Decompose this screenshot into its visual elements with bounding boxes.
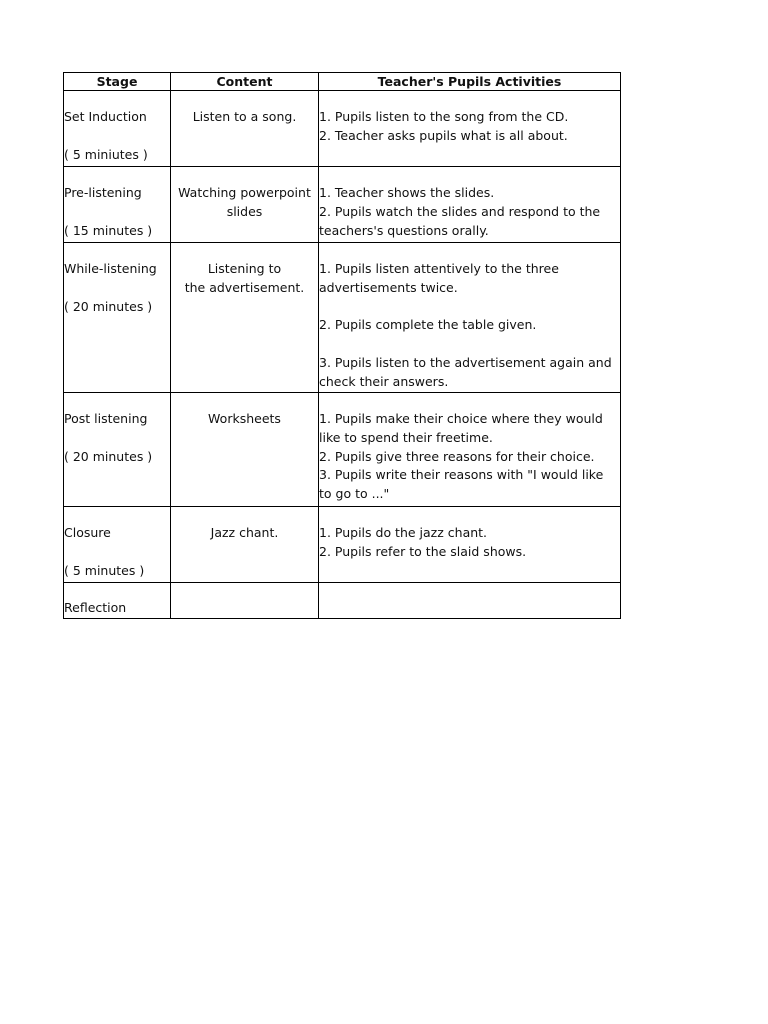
lesson-plan-table (63, 72, 621, 619)
stage-name: Post listening (64, 411, 148, 426)
blank-line (319, 335, 620, 354)
table-body (64, 91, 621, 619)
stage-duration: ( 20 minutes ) (64, 448, 153, 464)
stage-name: Closure (64, 525, 111, 540)
table-row (64, 243, 621, 393)
activity-line: 3. Pupils write their reasons with "I would like (319, 467, 604, 483)
activity-line: 1. Pupils do the jazz chant. (319, 525, 488, 540)
blank-line (319, 298, 620, 317)
activity-line: 2. Pupils complete the table given. (319, 317, 537, 333)
content-line: Jazz chant. (210, 525, 279, 540)
activity-line: 2. Pupils refer to the slaid shows. (319, 543, 527, 559)
stage-name: Reflection (64, 600, 127, 615)
activities-cell (319, 393, 621, 507)
stage-cell (64, 243, 171, 393)
stage-cell (64, 91, 171, 167)
activities-cell (319, 507, 621, 583)
content-cell (171, 393, 319, 507)
stage-duration: ( 20 minutes ) (64, 298, 153, 314)
content-line: Watching powerpoint (178, 185, 311, 200)
content-cell (171, 91, 319, 167)
table-row (64, 91, 621, 167)
activity-line: like to spend their freetime. (319, 429, 493, 445)
content-cell (171, 507, 319, 583)
stage-duration: ( 5 miniutes ) (64, 146, 148, 162)
activity-line: teachers's questions orally. (319, 222, 489, 238)
stage-duration: ( 15 minutes ) (64, 222, 153, 238)
header-content: Content (171, 73, 319, 91)
content-line: Listen to a song. (192, 109, 297, 124)
stage-name: Set Induction (64, 109, 147, 124)
activities-cell (319, 167, 621, 243)
activity-line: 3. Pupils listen to the advertisement again and (319, 354, 612, 370)
content-line: slides (226, 203, 263, 219)
activity-line: 2. Pupils watch the slides and respond to the (319, 203, 601, 219)
activities-cell (319, 91, 621, 167)
stage-duration: ( 5 minutes ) (64, 562, 145, 578)
activities-cell (319, 583, 621, 619)
header-activities: Teacher's Pupils Activities (319, 73, 621, 91)
content-cell (171, 243, 319, 393)
activity-line: to go to ..." (319, 486, 390, 502)
stage-cell (64, 167, 171, 243)
activity-line: 1. Pupils listen to the song from the CD. (319, 109, 569, 124)
activity-line: 2. Teacher asks pupils what is all about. (319, 127, 568, 143)
content-cell (171, 583, 319, 619)
activity-line: check their answers. (319, 373, 449, 389)
table-row (64, 507, 621, 583)
table-row (64, 167, 621, 243)
header-stage: Stage (64, 73, 171, 91)
table-row (64, 583, 621, 619)
content-cell (171, 167, 319, 243)
content-line: the advertisement. (184, 279, 305, 295)
header-row (64, 73, 621, 91)
content-line: Worksheets (208, 411, 281, 426)
content-line: Listening to (207, 261, 282, 276)
activity-line: 1. Pupils listen attentively to the three (319, 261, 559, 276)
table-row (64, 393, 621, 507)
activity-line: advertisements twice. (319, 279, 458, 295)
stage-cell (64, 583, 171, 619)
activity-line: 1. Teacher shows the slides. (319, 185, 495, 200)
stage-name: While-listening (64, 261, 157, 276)
stage-cell (64, 393, 171, 507)
stage-cell (64, 507, 171, 583)
stage-name: Pre-listening (64, 185, 142, 200)
activities-cell (319, 243, 621, 393)
activity-line: 2. Pupils give three reasons for their choice. (319, 448, 595, 464)
activity-line: 1. Pupils make their choice where they would (319, 411, 603, 426)
